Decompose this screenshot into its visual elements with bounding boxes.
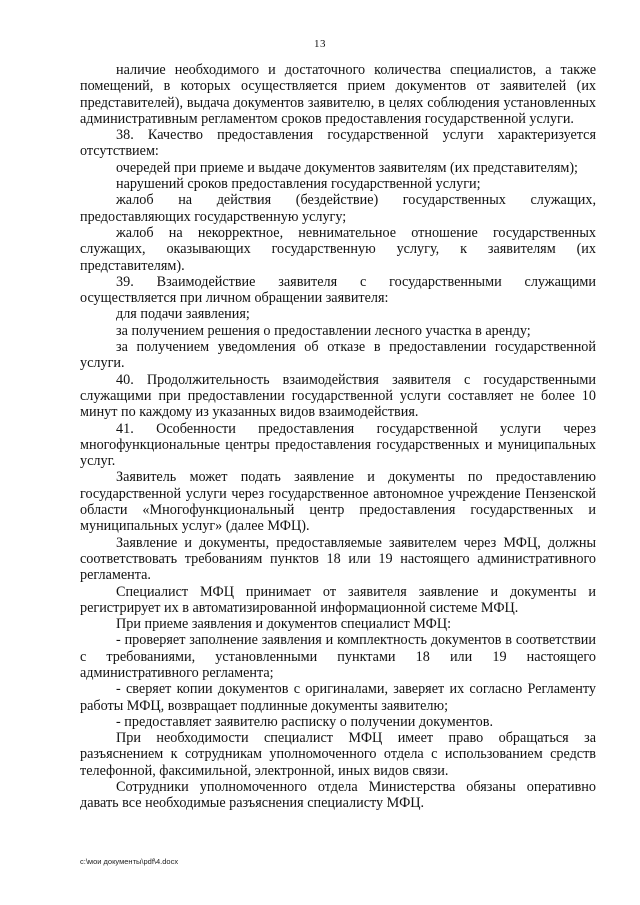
paragraph-documents-requirements: Заявление и документы, предоставляемые заявителем через МФЦ, должны соответствовать требованиям пунктов 18 или 19 настоящего административного регламента. [80, 534, 596, 584]
paragraph-39-interaction: 39. Взаимодействие заявителя с государственными служащими осуществляется при личном обращении заявителя: [80, 273, 596, 307]
paragraph-no-complaints-attitude: жалоб на некорректное, невнимательное отношение государственных служащих, оказывающих государственную услугу, к заявителям (их представителям). [80, 224, 596, 274]
paragraph-department-obliged: Сотрудники уполномоченного отдела Министерства обязаны оперативно давать все необходимые разъяснения специалисту МФЦ. [80, 779, 596, 812]
paragraph-mfc-registers: Специалист МФЦ принимает от заявителя заявление и документы и регистрирует их в автоматизированной информационной системе МФЦ. [80, 583, 596, 616]
paragraph-specialists-premises: наличие необходимого и достаточного количества специалистов, а также помещений, в которых осуществляется прием документов от заявителей (их представителей), выдача документов заявителю, в целях соблюдения установленных административным регламентом сроков предоставления государственной услуги. [80, 62, 596, 127]
footer-file-path: c:\мои документы\pdf\4.docx [80, 857, 179, 866]
paragraph-no-deadline-violations: нарушений сроков предоставления государственной услуги; [116, 176, 481, 193]
paragraph-receive-refusal: за получением уведомления об отказе в предоставлении государственной услуги. [80, 339, 596, 372]
paragraph-verifies-copies: - сверяет копии документов с оригиналами, заверяет их согласно Регламенту работы МФЦ, возвращает подлинные документы заявителю; [80, 681, 596, 714]
paragraph-no-queues: очередей при приеме и выдаче документов заявителям (их представителям); [116, 159, 578, 176]
paragraph-checks-completeness: - проверяет заполнение заявления и комплектность документов в соответствии с требованиями, установленными пунктами 18 или 19 настоящего административного регламента; [80, 632, 596, 681]
paragraph-41-mfc-features: 41. Особенности предоставления государственной услуги через многофункциональные центры предоставления государственных и муниципальных услуг. [80, 420, 596, 470]
paragraph-applicant-may-submit: Заявитель может подать заявление и документы по предоставлению государственной услуги через государственное автономное учреждение Пензенской области «Многофункциональный центр предоставления государственных и муниципальных услуг» (далее МФЦ). [80, 469, 596, 535]
paragraph-issues-receipt: - предоставляет заявителю расписку о получении документов. [116, 713, 494, 730]
paragraph-no-complaints-actions: жалоб на действия (бездействие) государственных служащих, предоставляющих государственную услугу; [80, 192, 596, 225]
paragraph-clarification-right: При необходимости специалист МФЦ имеет право обращаться за разъяснением к сотрудникам уполномоченного отдела с использованием средств телефонной, факсимильной, электронной, иных видов связи. [80, 730, 596, 779]
paragraph-38-quality: 38. Качество предоставления государственной услуги характеризуется отсутствием: [80, 127, 596, 160]
paragraph-mfc-on-receipt: При приеме заявления и документов специалист МФЦ: [116, 616, 452, 633]
paragraph-40-duration: 40. Продолжительность взаимодействия заявителя с государственными служащими при предоставлении государственной услуги составляет не более 10 минут по каждому из указанных видов взаимодействия. [80, 371, 596, 421]
paragraph-submit-application: для подачи заявления; [116, 306, 250, 323]
page-number: 13 [314, 38, 326, 50]
paragraph-receive-decision: за получением решения о предоставлении лесного участка в аренду; [116, 322, 531, 339]
document-body [80, 62, 596, 812]
